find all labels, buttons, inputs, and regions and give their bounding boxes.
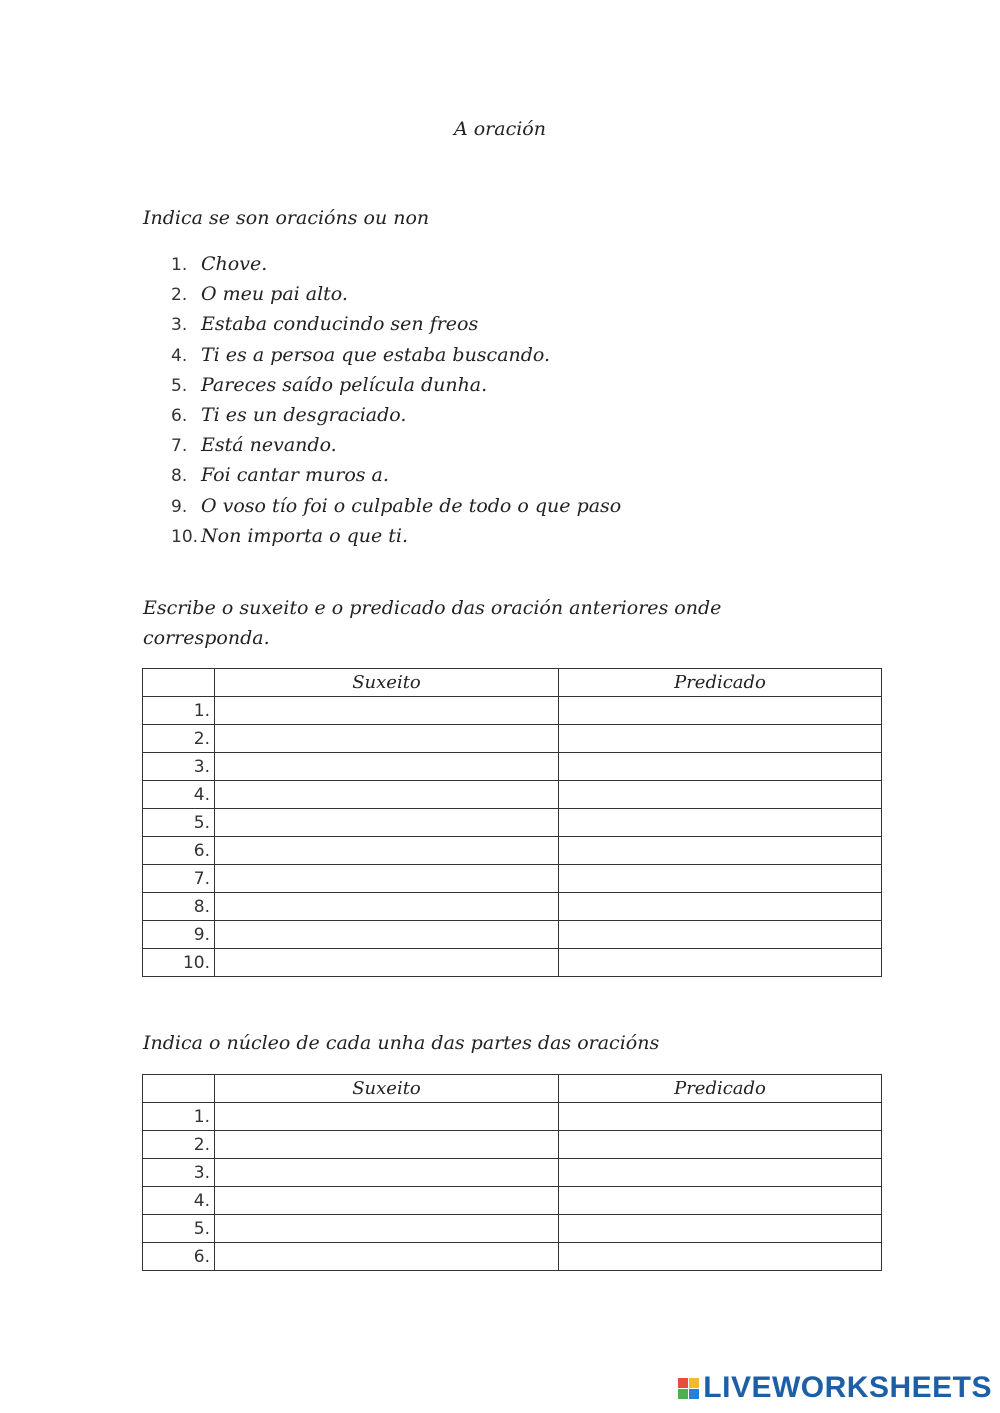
table-row — [143, 949, 882, 977]
predicado-cell[interactable] — [559, 1103, 882, 1131]
suxeito-cell[interactable] — [215, 865, 559, 893]
page-title: A oración — [453, 118, 546, 140]
predicado-cell[interactable] — [559, 697, 882, 725]
suxeito-cell[interactable] — [215, 1159, 559, 1187]
item-number: 9. — [171, 496, 188, 517]
list-item — [171, 460, 621, 490]
list-item — [171, 491, 621, 521]
suxeito-cell[interactable] — [215, 781, 559, 809]
row-number: 4. — [143, 1187, 215, 1215]
item-number: 3. — [171, 315, 188, 336]
predicado-cell[interactable] — [559, 809, 882, 837]
table-header-row — [143, 1075, 882, 1103]
item-number: 1. — [171, 255, 188, 275]
header-predicado: Predicado — [559, 669, 882, 697]
instruction-1: Indica se son oracións ou non — [143, 207, 430, 229]
row-number: 7. — [143, 865, 215, 893]
header-suxeito: Suxeito — [215, 1075, 559, 1103]
suxeito-cell[interactable] — [215, 1187, 559, 1215]
row-number: 2. — [143, 725, 215, 753]
sentence-text: Chove. — [201, 253, 268, 275]
predicado-cell[interactable] — [559, 893, 882, 921]
item-number: 4. — [171, 345, 188, 366]
predicado-cell[interactable] — [559, 1187, 882, 1215]
sentence-text: Pareces saído película dunha. — [201, 373, 488, 396]
header-suxeito: Suxeito — [215, 669, 559, 697]
suxeito-cell[interactable] — [215, 893, 559, 921]
table-row — [143, 1159, 882, 1187]
row-number: 8. — [143, 893, 215, 921]
logo-block — [678, 1389, 688, 1399]
predicado-cell[interactable] — [559, 1159, 882, 1187]
predicado-cell[interactable] — [559, 1243, 882, 1271]
table-row — [143, 753, 882, 781]
table-row — [143, 781, 882, 809]
subject-predicate-table — [142, 668, 882, 977]
predicado-cell[interactable] — [559, 1215, 882, 1243]
suxeito-cell[interactable] — [215, 1215, 559, 1243]
suxeito-cell[interactable] — [215, 725, 559, 753]
item-number: 8. — [171, 466, 188, 487]
logo-block — [678, 1378, 688, 1388]
sentence-text: Foi cantar muros a. — [201, 464, 389, 487]
predicado-cell[interactable] — [559, 753, 882, 781]
table-row — [143, 921, 882, 949]
table-row — [143, 725, 882, 753]
predicado-cell[interactable] — [559, 781, 882, 809]
list-item — [171, 309, 621, 339]
list-item — [171, 400, 621, 430]
suxeito-cell[interactable] — [215, 697, 559, 725]
item-number: 10. — [171, 526, 199, 547]
table-row — [143, 697, 882, 725]
sentence-text: Ti es un desgraciado. — [201, 403, 407, 426]
list-item — [171, 521, 621, 551]
sentence-text: Estaba conducindo sen freos — [201, 313, 479, 336]
suxeito-cell[interactable] — [215, 837, 559, 865]
table-header-row — [143, 669, 882, 697]
row-number: 3. — [143, 1159, 215, 1187]
predicado-cell[interactable] — [559, 1131, 882, 1159]
logo-block — [689, 1378, 699, 1388]
item-number: 2. — [171, 285, 188, 306]
table-row — [143, 1215, 882, 1243]
item-number: 5. — [171, 375, 188, 396]
suxeito-cell[interactable] — [215, 1131, 559, 1159]
list-item — [171, 279, 621, 309]
instruction-3: Indica o núcleo de cada unha das partes das oracións — [143, 1032, 660, 1054]
suxeito-cell[interactable] — [215, 753, 559, 781]
nucleus-table — [142, 1074, 882, 1271]
table-row — [143, 1243, 882, 1271]
row-number: 3. — [143, 753, 215, 781]
list-item — [171, 430, 621, 460]
row-number: 1. — [143, 697, 215, 725]
row-number: 2. — [143, 1131, 215, 1159]
table-row — [143, 1131, 882, 1159]
predicado-cell[interactable] — [559, 865, 882, 893]
table-row — [143, 809, 882, 837]
instruction-2: Escribe o suxeito e o predicado das oración anteriores onde corresponda. — [143, 597, 722, 649]
row-number: 6. — [143, 837, 215, 865]
list-item — [171, 249, 621, 279]
sentence-list — [171, 249, 621, 551]
row-number: 9. — [143, 921, 215, 949]
suxeito-cell[interactable] — [215, 921, 559, 949]
liveworksheets-logo-icon — [678, 1378, 699, 1399]
row-number: 4. — [143, 781, 215, 809]
predicado-cell[interactable] — [559, 837, 882, 865]
list-item — [171, 340, 621, 370]
liveworksheets-watermark — [678, 1371, 992, 1405]
watermark-text: LIVEWORKSHEETS — [703, 1371, 992, 1404]
suxeito-cell[interactable] — [215, 949, 559, 977]
suxeito-cell[interactable] — [215, 1103, 559, 1131]
predicado-cell[interactable] — [559, 921, 882, 949]
row-number: 5. — [143, 1215, 215, 1243]
item-number: 7. — [171, 436, 188, 457]
sentence-text: Ti es a persoa que estaba buscando. — [201, 343, 551, 366]
predicado-cell[interactable] — [559, 949, 882, 977]
predicado-cell[interactable] — [559, 725, 882, 753]
table-row — [143, 893, 882, 921]
sentence-text: Non importa o que ti. — [201, 524, 409, 547]
sentence-text: Está nevando. — [201, 434, 337, 457]
table-row — [143, 1187, 882, 1215]
row-number: 1. — [143, 1103, 215, 1131]
suxeito-cell[interactable] — [215, 809, 559, 837]
table-row — [143, 1103, 882, 1131]
table-row — [143, 865, 882, 893]
header-empty — [143, 669, 215, 697]
item-number: 6. — [171, 405, 188, 426]
row-number: 5. — [143, 809, 215, 837]
header-predicado: Predicado — [559, 1075, 882, 1103]
suxeito-cell[interactable] — [215, 1243, 559, 1271]
logo-block — [689, 1389, 699, 1399]
row-number: 10. — [143, 949, 215, 977]
row-number: 6. — [143, 1243, 215, 1271]
sentence-text: O voso tío foi o culpable de todo o que paso — [201, 494, 622, 517]
table-row — [143, 837, 882, 865]
header-empty — [143, 1075, 215, 1103]
list-item — [171, 370, 621, 400]
sentence-text: O meu pai alto. — [201, 283, 348, 306]
